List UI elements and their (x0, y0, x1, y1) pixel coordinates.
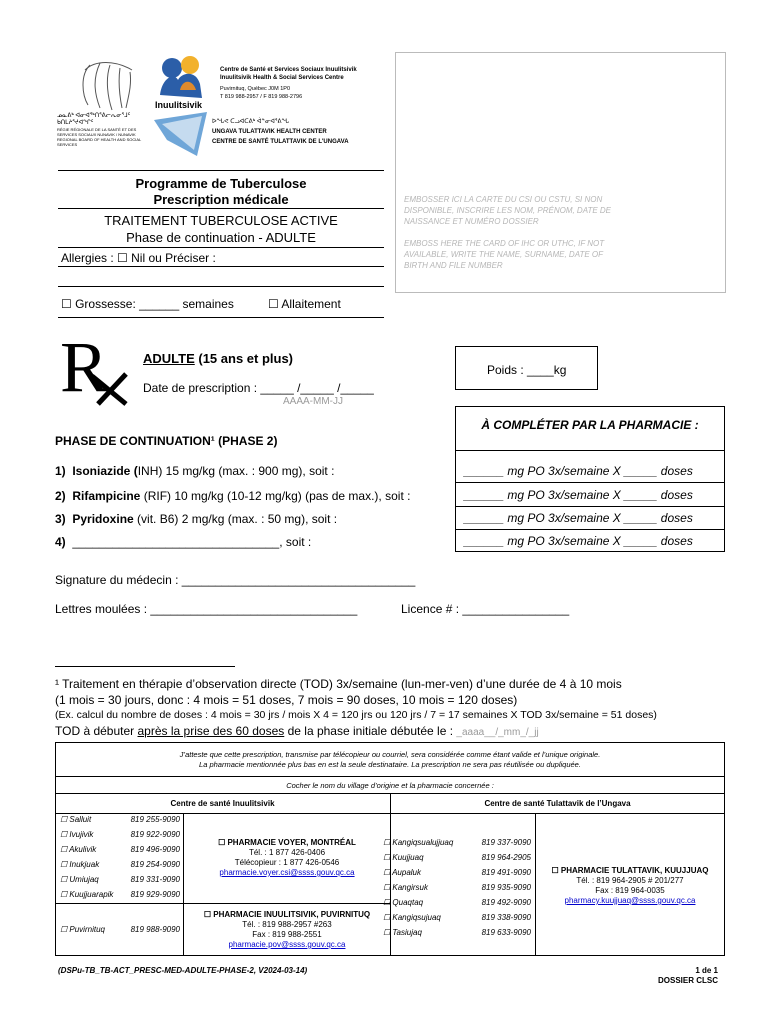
village-row[interactable] (60, 875, 180, 890)
village-name: ☐ Kuujjuaq (383, 853, 424, 862)
ungava-name-en: UNGAVA TULATTAVIK HEALTH CENTER (212, 129, 327, 135)
village-row[interactable] (383, 838, 531, 853)
tod-start-underlined: après la prise des 60 doses (137, 724, 285, 738)
adulte-age: (15 ans et plus) (194, 351, 294, 366)
pharmacy-fax: Fax : 819 988-2551 (252, 930, 322, 939)
ungava-syllabics: ᐅᖓᕙ ᑕᓗᐊᑕᕕᒃ ᐋᓐᓂᐊᕐᕕᖓ (212, 119, 289, 125)
allergies-rule-2 (58, 286, 384, 287)
village-name: ☐ Inukjuak (60, 860, 100, 869)
pharmacie-inuulitsivik[interactable] (186, 910, 388, 950)
allergies-field[interactable]: Allergies : ☐ Nil ou Préciser : (61, 251, 216, 265)
village-row[interactable] (383, 913, 531, 928)
village-row-puvirnituq[interactable] (60, 925, 180, 934)
med-num: 1) (55, 464, 66, 478)
page-footer (600, 966, 718, 986)
pharmacy-name: ☐ PHARMACIE VOYER, MONTRÉAL (218, 838, 356, 847)
village-tel: 819 254-9090 (130, 860, 180, 869)
org-name-en: Inuulitsivik Health & Social Services Centre (220, 75, 344, 81)
village-tel: 819 922-9090 (130, 830, 180, 839)
med-detail: _______________________________, soit : (72, 535, 312, 549)
form-subtitle (58, 212, 384, 246)
inuulitsivik-header: Centre de santé Inuulitsivik (170, 799, 275, 808)
dose-field-2[interactable]: ______ mg PO 3x/semaine X _____ doses (464, 488, 693, 502)
med-num: 4) (55, 535, 66, 549)
rx-symbol-icon (60, 326, 130, 406)
village-name: ☐ Puvirnituq (60, 925, 105, 934)
pharmacie-tulattavik[interactable] (536, 866, 724, 906)
form-subtitle-line2: Phase de continuation - ADULTE (126, 230, 316, 245)
village-tel: 819 496-9090 (130, 845, 180, 854)
attestation-text (55, 750, 725, 770)
village-name: ☐ Aupaluk (383, 868, 422, 877)
tulattavik-header: Centre de santé Tulattavik de l’Ungava (484, 799, 631, 808)
village-row[interactable] (60, 815, 180, 830)
footnote-line-3: (Ex. calcul du nombre de doses : 4 mois = 30 jrs / mois X 4 = 120 jrs ou 120 jrs / 7 = 17 semaines X TOD 3x/semaine = 51 doses) (55, 709, 657, 721)
left-split-rule (55, 903, 390, 904)
ungava-name-fr: CENTRE DE SANTÉ TULATTAVIK DE L'UNGAVA (212, 139, 349, 145)
pharmacy-fax: Fax : 819 964-0035 (595, 886, 665, 895)
emboss-instructions-fr: EMBOSSER ICI LA CARTE DU CSI OU CSTU, SI NON DISPONIBLE, INSCRIRE LES NOM, PRÉNOM, DATE DE NAISSANCE ET NUMÉRO DOSSIER (404, 195, 611, 226)
right-villages-list (383, 838, 531, 943)
dose-field-3[interactable]: ______ mg PO 3x/semaine X _____ doses (464, 511, 693, 525)
med-name: Rifampicine (72, 489, 141, 503)
tod-start-rest: de la phase initiale débutée le : (284, 724, 457, 738)
pharmacy-header-rule (455, 450, 725, 451)
village-tel: 819 988-9090 (130, 925, 180, 934)
med-row-4[interactable] (55, 535, 311, 549)
tod-start-date-field[interactable]: _aaaa__/_mm_/_jj (456, 727, 539, 738)
date-prescription-field[interactable]: Date de prescription : _____ /_____ /_____ (143, 381, 374, 395)
dose-rule-1 (455, 482, 725, 483)
pharmacy-email-link[interactable]: pharmacie.pov@ssss.gouv.qc.ca (228, 940, 346, 949)
footnote-line-4 (55, 724, 539, 738)
pharmacy-tel: Tél. : 819 964-2905 # 201/277 (576, 876, 684, 885)
pharmacy-email-link[interactable]: pharmacie.voyer.csi@ssss.gouv.qc.ca (219, 868, 355, 877)
dossier-label: DOSSIER CLSC (657, 976, 718, 985)
village-name: ☐ Quaqtaq (383, 898, 424, 907)
dose-field-1[interactable]: ______ mg PO 3x/semaine X _____ doses (464, 464, 693, 478)
poids-field: Poids : ____kg (487, 363, 567, 377)
village-name: ☐ Ivujivik (60, 830, 94, 839)
ungava-block (212, 117, 402, 147)
village-row[interactable] (383, 928, 531, 943)
village-tel: 819 633-9090 (481, 928, 531, 937)
footnote-rule (55, 666, 235, 667)
pharmacy-fax: Télécopieur : 1 877 426-0546 (234, 858, 340, 867)
attestation-rule (55, 776, 725, 777)
grossesse-checkbox[interactable]: ☐ Grossesse: ______ semaines (61, 297, 234, 311)
village-tel: 819 338-9090 (481, 913, 531, 922)
med-name: Pyridoxine (72, 512, 134, 526)
med-num: 3) (55, 512, 66, 526)
attestation-line-1: J’atteste que cette prescription, transmise par télécopieur ou courriel, sera considérée comme étant valide et l’unique originale. (179, 750, 601, 759)
dose-rule-3 (455, 529, 725, 530)
inuulitsivik-logo (152, 50, 214, 158)
form-code: (DSPu-TB_TB-ACT_PRESC-MED-ADULTE-PHASE-2, V2024-03-14) (58, 966, 308, 975)
village-row[interactable] (60, 830, 180, 845)
village-name: ☐ Akulivik (60, 845, 97, 854)
form-title-line2: Prescription médicale (153, 192, 289, 207)
left-syllabics: ᓄᓇᕕᒃ ᐊᓂᐊᖅᑎᕐᕕᓕᕆᓂᕐᒧᑦ ᑲᑎᒪᔨᕐᔪᐊᖏᑦ (57, 113, 131, 126)
tod-start-text: TOD à débuter (55, 724, 138, 738)
med-row-1 (55, 464, 334, 478)
left-board-name: RÉGIE RÉGIONALE DE LA SANTÉ ET DES SERVICES SOCIAUX NUNAVIK / NUNAVIK REGIONAL BOARD OF HEALTH AND SOCIAL SERVICES (57, 127, 142, 147)
village-name: ☐ Kangiqsujuaq (383, 913, 441, 922)
dose-rule-2 (455, 506, 725, 507)
med-detail: (RIF) 10 mg/kg (10-12 mg/kg) (pas de max.), soit : (140, 489, 411, 503)
village-tel: 819 337-9090 (481, 838, 531, 847)
title-bottom-rule (58, 317, 384, 318)
med-row-2 (55, 489, 410, 503)
village-tel: 819 929-9090 (130, 890, 180, 899)
left-inner-divider (183, 813, 184, 956)
village-tel: 819 964-2905 (481, 853, 531, 862)
village-name: ☐ Tasiujaq (383, 928, 422, 937)
village-tel: 819 935-9090 (481, 883, 531, 892)
org-phone: T 819 988-2957 / F 819 988-2796 (220, 94, 303, 100)
village-row[interactable] (383, 883, 531, 898)
med-num: 2) (55, 489, 66, 503)
left-villages-list (60, 815, 180, 905)
pharmacy-name: ☐ PHARMACIE INUULITSIVIK, PUVIRNITUQ (203, 910, 371, 919)
dose-field-4[interactable]: ______ mg PO 3x/semaine X _____ doses (464, 534, 693, 548)
emboss-instructions-en: EMBOSS HERE THE CARD OF IHC OR UTHC, IF NOT AVAILABLE, WRITE THE NAME, SURNAME, DATE OF BIRTH AND FILE NUMBER (404, 239, 605, 270)
village-name: ☐ Kuujjuarapik (60, 890, 114, 899)
phase-title: PHASE DE CONTINUATION¹ (PHASE 2) (55, 434, 278, 448)
village-row[interactable] (383, 853, 531, 868)
village-tel: 819 331-9090 (130, 875, 180, 884)
village-name: ☐ Kangiqsualujjuaq (383, 838, 454, 847)
village-row[interactable] (60, 845, 180, 860)
allergies-rule-1 (58, 266, 384, 267)
footnote-line-1: ¹ Traitement en thérapie d’observation directe (TOD) 3x/semaine (lun-mer-ven) d’une durée de 4 à 10 mois (55, 677, 622, 691)
form-title (58, 176, 384, 208)
org-name: Centre de Santé et Services Sociaux Inuulitsivik (220, 67, 357, 73)
org-address: Puvirnituq, Québec J0M 1P0 (220, 86, 291, 92)
pharmacy-name: ☐ PHARMACIE TULATTAVIK, KUUJJUAQ (551, 866, 709, 875)
form-subtitle-line1: TRAITEMENT TUBERCULOSE ACTIVE (104, 213, 338, 228)
med-name: Isoniazide ( (72, 464, 138, 478)
pharmacy-title: À COMPLÉTER PAR LA PHARMACIE : (481, 418, 699, 432)
pharmacy-email-link[interactable]: pharmacy.kuujjuaq@ssss.gouv.qc.ca (564, 896, 696, 905)
pharmacie-voyer[interactable] (186, 838, 388, 878)
pharmacy-tel: Tél. : 1 877 426-0406 (248, 848, 326, 857)
med-row-3 (55, 512, 337, 526)
village-name: ☐ Kangirsuk (383, 883, 428, 892)
lettres-moulees-field[interactable]: Lettres moulées : _______________________________ (55, 602, 358, 616)
form-title-line1: Programme de Tuberculose (135, 176, 307, 191)
village-row[interactable] (383, 868, 531, 883)
svg-text:R: R (60, 327, 109, 406)
med-detail: INH) 15 mg/kg (max. : 900 mg), soit : (137, 464, 335, 478)
page-number: 1 de 1 (695, 966, 718, 975)
village-tel: 819 255-9090 (130, 815, 180, 824)
org-info (220, 66, 400, 101)
adulte-label: ADULTE (143, 351, 195, 366)
licence-field[interactable]: Licence # : ________________ (401, 602, 570, 616)
inuulitsivik-logo-label: Inuulitsivik (155, 100, 203, 110)
village-name: ☐ Salluit (60, 815, 92, 824)
signature-field[interactable]: Signature du médecin : ___________________________________ (55, 573, 416, 587)
village-tel: 819 491-9090 (481, 868, 531, 877)
allaitement-checkbox[interactable]: ☐ Allaitement (268, 297, 341, 311)
village-row[interactable] (60, 860, 180, 875)
left-board-text (57, 113, 157, 147)
med-detail: (vit. B6) 2 mg/kg (max. : 50 mg), soit : (133, 512, 338, 526)
village-name: ☐ Umiujaq (60, 875, 99, 884)
subtitle-rule (58, 247, 384, 248)
date-format-hint: AAAA-MM-JJ (283, 396, 343, 407)
adulte-heading (143, 351, 293, 366)
attestation-line-2: La pharmacie mentionnée plus bas en est la seule destinataire. La prescription ne sera pas réutilisée ou dupliquée. (199, 760, 581, 769)
pharmacy-tel: Tél. : 819 988-2957 #263 (242, 920, 332, 929)
cocher-instruction: Cocher le nom du village d’origine et la pharmacie concernée : (286, 781, 494, 790)
village-row[interactable] (383, 898, 531, 913)
title-top-rule (58, 170, 384, 171)
footnote-line-2: (1 mois = 30 jours, donc : 4 mois = 51 doses, 7 mois = 90 doses, 10 mois = 120 doses) (55, 693, 518, 707)
title-rule (58, 208, 384, 209)
village-tel: 819 492-9090 (481, 898, 531, 907)
